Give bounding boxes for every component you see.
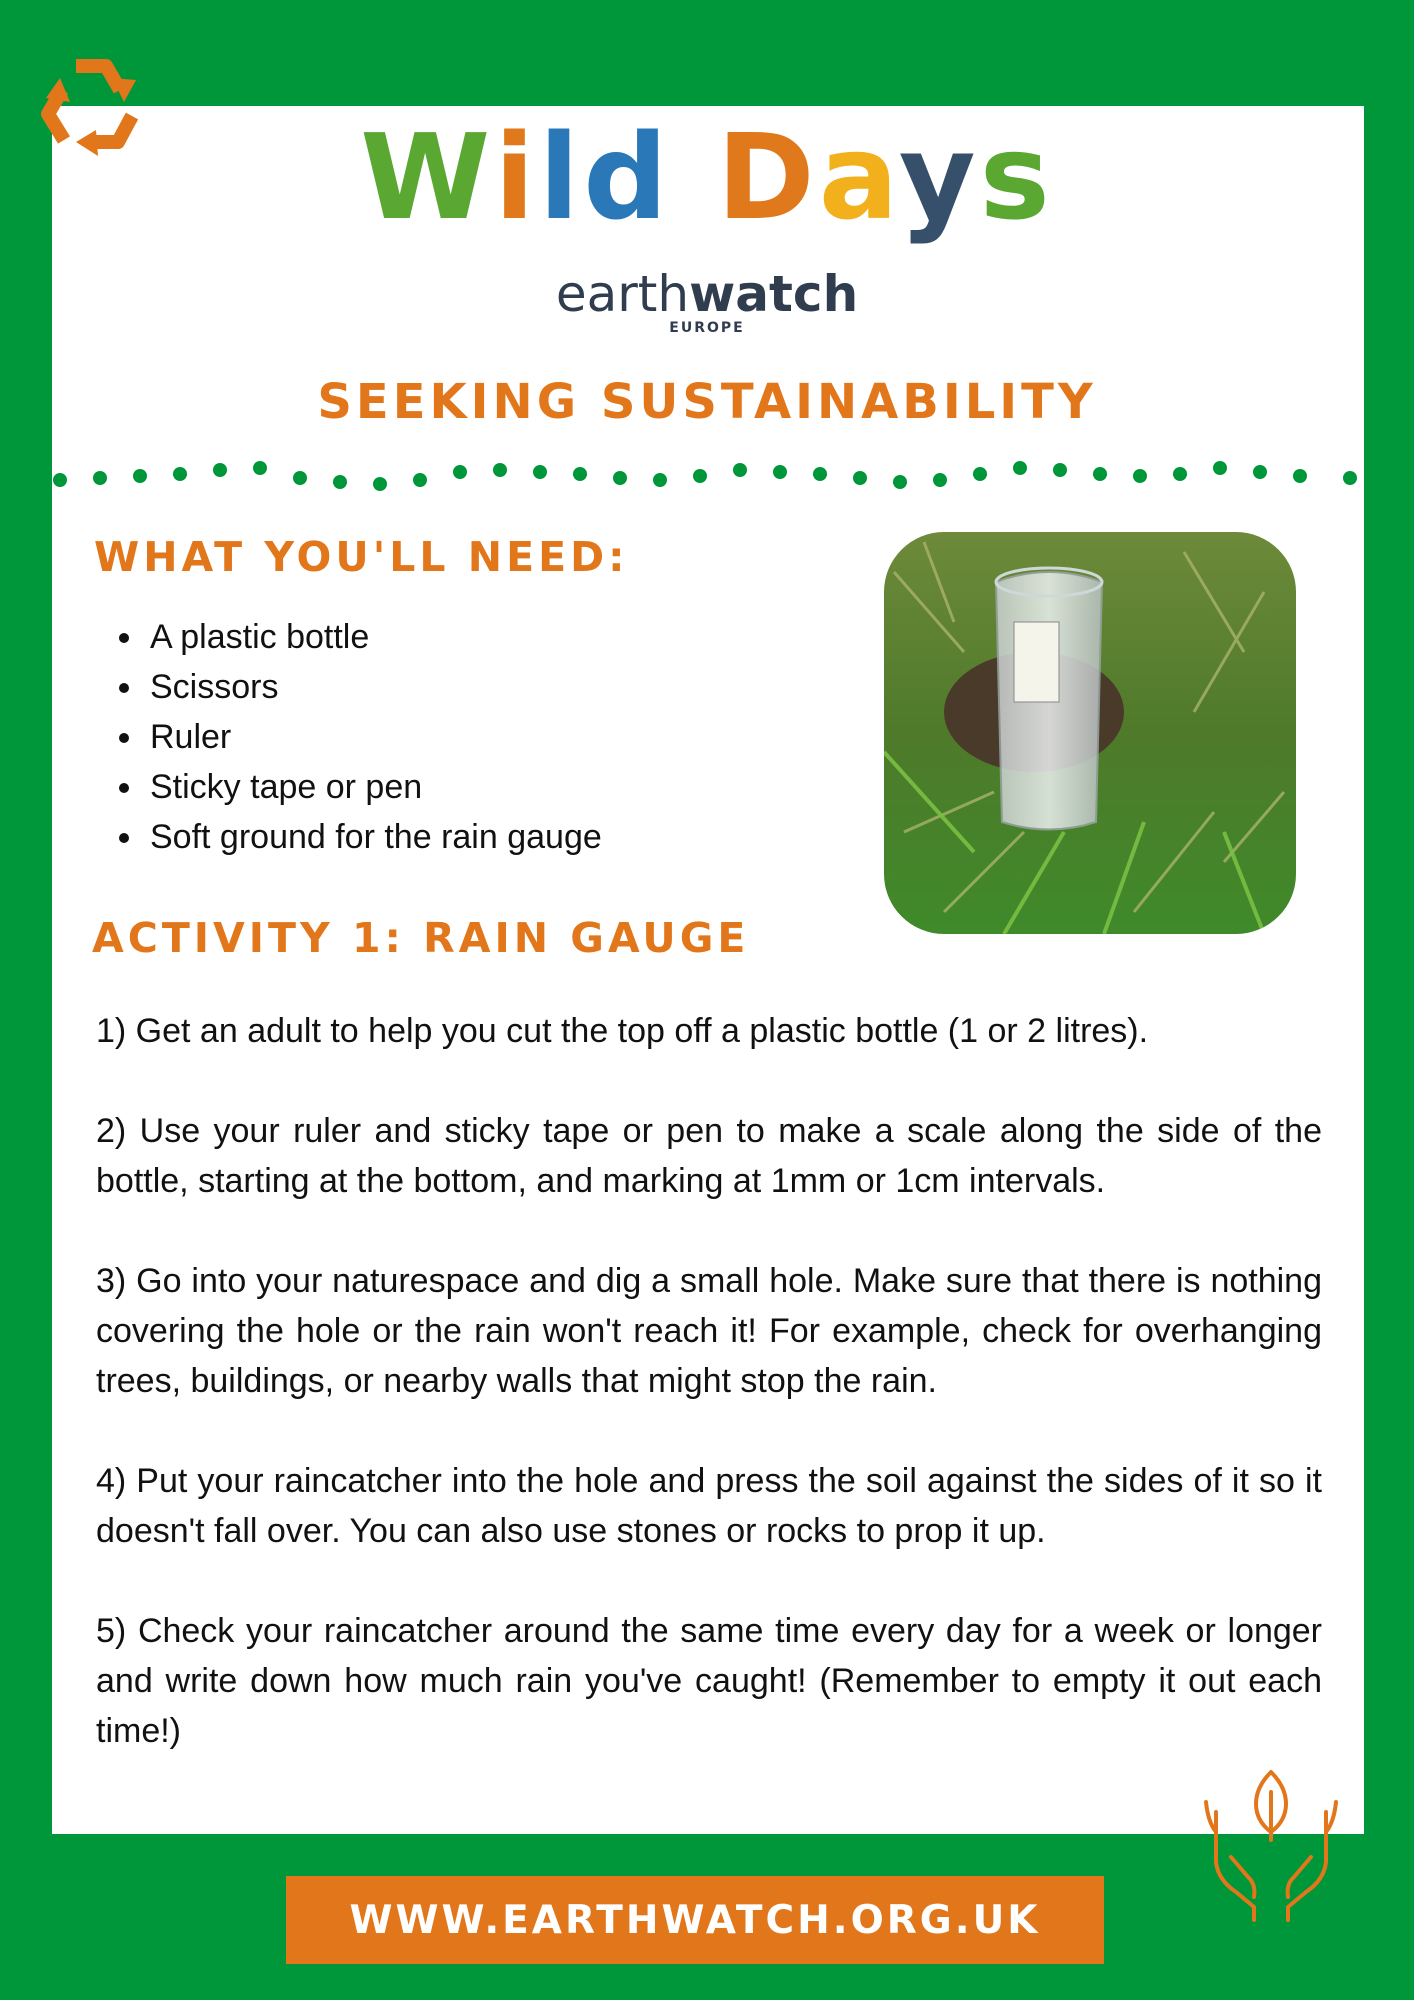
earthwatch-logo-light: earth <box>555 265 690 323</box>
activity-heading: ACTIVITY 1: RAIN GAUGE <box>92 914 750 962</box>
wild-days-logo: Wild Days <box>360 108 1054 246</box>
page-subtitle: SEEKING SUSTAINABILITY <box>317 374 1097 430</box>
earthwatch-logo-bold: watch <box>689 265 859 323</box>
list-item: • Sticky tape or pen <box>146 762 602 812</box>
step-item: 3) Go into your naturespace and dig a small hole. Make sure that there is nothing covering the hole or the rain won't reach it! For example, check for overhanging trees, buildings, or nearby walls that might stop the rain. <box>96 1262 1322 1400</box>
list-item: • Soft ground for the rain gauge <box>146 812 602 862</box>
needs-heading: WHAT YOU'LL NEED: <box>94 533 629 581</box>
website-link[interactable]: WWW.EARTHWATCH.ORG.UK <box>286 1876 1104 1964</box>
step-item: 5) Check your raincatcher around the same time every day for a week or longer and write down how much rain you've caught! (Remember to empty it out each time!) <box>96 1612 1322 1750</box>
steps-list <box>96 1006 1322 1806</box>
earthwatch-region: EUROPE <box>669 320 745 336</box>
step-item: 2) Use your ruler and sticky tape or pen to make a scale along the side of the bottle, starting at the bottom, and marking at 1mm or 1cm intervals. <box>96 1112 1322 1200</box>
earthwatch-logo <box>0 266 1414 322</box>
step-item: 1) Get an adult to help you cut the top off a plastic bottle (1 or 2 litres). <box>96 1012 1149 1050</box>
rain-gauge-photo <box>884 532 1296 934</box>
needs-list <box>110 612 602 862</box>
hands-leaf-icon <box>1196 1762 1346 1922</box>
list-item: • Ruler <box>146 712 602 762</box>
list-item: • Scissors <box>146 662 602 712</box>
list-item: • A plastic bottle <box>146 612 602 662</box>
dotted-divider <box>50 448 1370 498</box>
step-item: 4) Put your raincatcher into the hole and press the soil against the sides of it so it doesn't fall over. You can also use stones or rocks to prop it up. <box>96 1462 1322 1550</box>
